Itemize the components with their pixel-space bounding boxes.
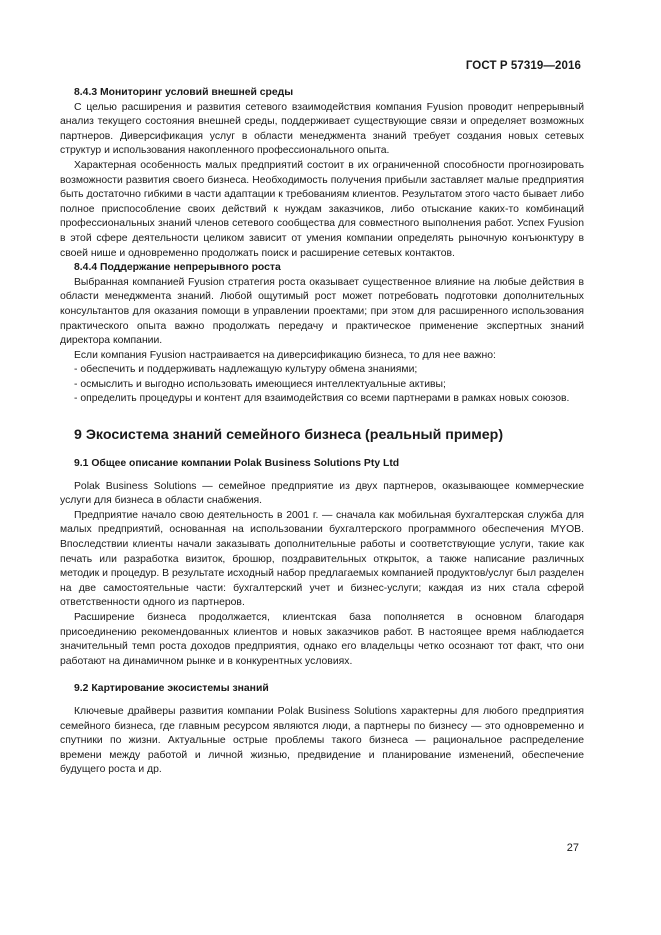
section-9-heading: 9 Экосистема знаний семейного бизнеса (реальный пример) (74, 427, 504, 444)
paragraph: Выбранная компанией Fyusion стратегия роста оказывает существенное влияние на любые действия в области менеджмента знаний. Любой ощутимый рост может потребовать подготовки дополнительных консультантов для оказания помощи в управлении проектами; при этом для расширенного использования практического опыта важно продолжать передачу и практическое применение экспертных знаний директора компании. (60, 276, 584, 347)
paragraph: Характерная особенность малых предприятий состоит в их ограниченной способности прогнозировать возможности развития своего бизнеса. Необходимость получения прибыли заставляет малые предприятия быть достаточно гибкими в части адаптации к требованиям клиентов. Результатом этого часто бывает либо полное приспособление своих действий к нуждам заказчиков, либо отыскание каких-то комбинаций профессиональных знаний членов сетевого сообщества для совместного выполнения работ. Успех Fyusion в этой сфере деятельности целиком зависит от умения компании определять рыночную конъюнктуру в своей нише и одновременно продолжать поиск и расширение сетевых контактов. (60, 159, 584, 259)
list-item: - обеспечить и поддерживать надлежащую культуру обмена знаниями; (74, 364, 418, 376)
paragraph: Если компания Fyusion настраивается на диверсификацию бизнеса, то для нее важно: (74, 349, 496, 361)
list-item: - определить процедуры и контент для взаимодействия со всеми партнерами в рамках новых союзов. (74, 393, 570, 405)
paragraph: Расширение бизнеса продолжается, клиентская база пополняется в основном благодаря присоединению рекомендованных клиентов и новых заказчиков работ. В настоящее время наблюдается значительный темп роста доходов предприятия, однако его владельцы четко осознают тот факт, что они работают на динамичном рынке и в конкурентных условиях. (60, 612, 584, 667)
list-item: - осмыслить и выгодно использовать имеющиеся интеллектуальные активы; (74, 378, 446, 390)
paragraph: Предприятие начало свою деятельность в 2001 г. — сначала как мобильная бухгалтерская служба для малых предприятий, основанная на использовании бухгалтерского программного обеспечения MYOB. Впоследствии клиенты начали заказывать дополнительные работы и соответствующие услуги, такие как печать или разработка визиток, брошюр, поздравительных открыток, а также написание различных методик и процедур. В результате исходный набор предлагаемых компанией продуктов/услуг был разделен на две самостоятельные части: бухгалтерский учет и бизнес-услуги; каждая из них стала сферой ответственности одного из партнеров. (60, 509, 584, 609)
paragraph: Polak Business Solutions — семейное предприятие из двух партнеров, оказывающее коммерческие услуги для бизнеса в области снабжения. (60, 480, 584, 507)
section-8-4-4-heading: 8.4.4 Поддержание непрерывного роста (74, 262, 281, 274)
document-standard-header: ГОСТ Р 57319—2016 (465, 60, 581, 72)
paragraph: Ключевые драйверы развития компании Polak Business Solutions характерны для любого предприятия семейного бизнеса, где главным ресурсом являются люди, а партнеры по бизнесу — это одновременно и спутники по жизни. Актуальные острые проблемы такого бизнеса — рациональное распределение времени между работой и личной жизнью, предвидение и планирование изменений, обеспечение будущего роста и др. (60, 705, 584, 776)
page-number: 27 (566, 842, 579, 854)
document-body (60, 86, 584, 778)
section-9-1-heading: 9.1 Общее описание компании Polak Business Solutions Pty Ltd (74, 458, 400, 470)
section-8-4-3-heading: 8.4.3 Мониторинг условий внешней среды (74, 87, 294, 98)
paragraph: С целью расширения и развития сетевого взаимодействия компания Fyusion проводит непрерывный анализ текущего состояния внешней среды, поддерживает существующие связи и определяет возможных партнеров. Диверсификация услуг в области менеджмента знаний требует создания новых сетевых структур и использования накопленного профессионального опыта. (60, 101, 584, 157)
section-9-2-heading: 9.2 Картирование экосистемы знаний (74, 683, 269, 695)
